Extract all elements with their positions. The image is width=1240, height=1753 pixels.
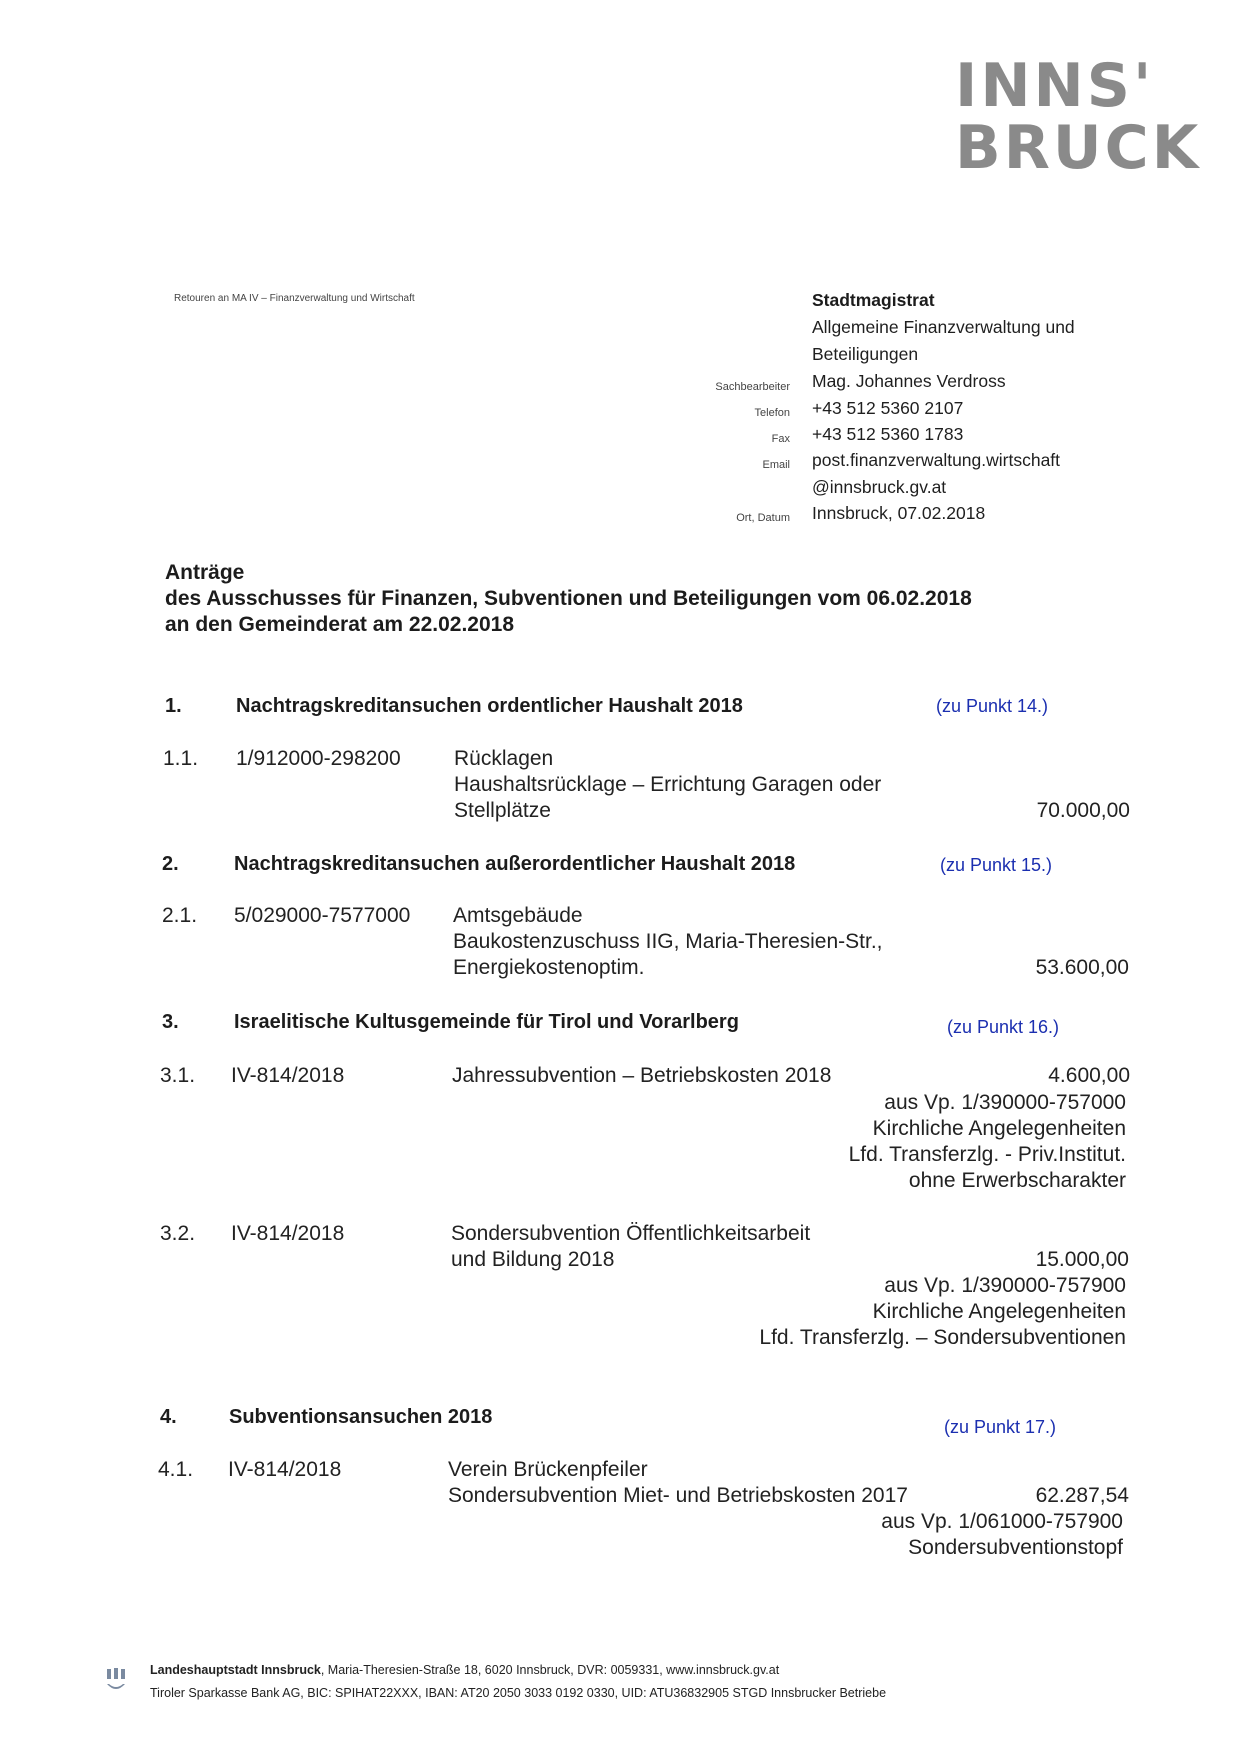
agenda-reference: (zu Punkt 17.) [944,1417,1057,1437]
budget-code: IV-814/2018 [231,1064,345,1087]
item-description-cont: Baukostenzuschuss IIG, Maria-Theresien-Str., [453,930,883,953]
item-description: Verein Brückenpfeiler [448,1458,648,1481]
return-address: Retouren an MA IV – Finanzverwaltung und Wirtschaft [174,293,415,304]
budget-item-category: Kirchliche Angelegenheiten [872,1117,1126,1140]
email-address-cont[interactable]: @innsbruck.gv.at [812,477,947,497]
budget-item-category: Sondersubventionstopf [908,1536,1123,1559]
budget-item-source: aus Vp. 1/061000-757900 [881,1510,1123,1533]
item-description-cont: und Bildung 2018 [451,1248,615,1271]
item-description: Amtsgebäude [453,904,583,927]
section-number: 2. [162,853,179,875]
sender-department: Allgemeine Finanzverwaltung und [812,317,1075,337]
sender-department-cont: Beteiligungen [812,344,919,364]
section-number: 1. [165,695,182,717]
city-coat-of-arms-icon [105,1666,127,1696]
phone-number: +43 512 5360 2107 [812,398,964,418]
agenda-reference: (zu Punkt 15.) [940,855,1053,875]
item-number: 3.1. [160,1064,196,1087]
footer-address [150,1663,779,1677]
footer-bank: Tiroler Sparkasse Bank AG, BIC: SPIHAT22XXX, IBAN: AT20 2050 3033 0192 0330, UID: ATU36832905 STGD Innsbrucker Betriebe [150,1686,887,1700]
footer-org: Landeshauptstadt Innsbruck [150,1663,321,1677]
item-number: 1.1. [163,747,199,770]
budget-code: IV-814/2018 [231,1222,345,1245]
email-address[interactable]: post.finanzverwaltung.wirtschaft [812,450,1061,470]
section-number: 4. [160,1406,177,1428]
budget-item-source: aus Vp. 1/390000-757000 [884,1091,1126,1114]
agenda-reference: (zu Punkt 14.) [936,696,1049,716]
footer-address-text: , Maria-Theresien-Straße 18, 6020 Innsbruck, DVR: 0059331, www.innsbruck.gv.at [320,1663,780,1677]
item-description: Rücklagen [454,747,554,770]
item-amount: 4.600,00 [1048,1064,1130,1087]
section-title: Israelitische Kultusgemeinde für Tirol und Vorarlberg [234,1011,739,1033]
item-description-cont: Energiekostenoptim. [453,956,645,979]
fax-number: +43 512 5360 1783 [812,424,964,444]
agenda-reference: (zu Punkt 16.) [947,1017,1060,1037]
phone-label: Telefon [754,407,790,419]
item-amount: 62.287,54 [1035,1484,1129,1507]
budget-item-source: aus Vp. 1/390000-757900 [884,1274,1126,1297]
item-description-cont: Sondersubvention Miet- und Betriebskosten 2017 [448,1484,908,1507]
item-description-cont: Haushaltsrücklage – Errichtung Garagen oder [454,773,882,796]
budget-item-type-cont: ohne Erwerbscharakter [908,1169,1126,1192]
budget-code: 5/029000-7577000 [234,904,411,927]
clerk-label: Sachbearbeiter [715,381,790,393]
budget-item-type: Lfd. Transferzlg. – Sondersubventionen [759,1326,1126,1349]
sender-office: Stadtmagistrat [812,290,935,310]
item-number: 3.2. [160,1222,196,1245]
item-description: Jahressubvention – Betriebskosten 2018 [452,1064,832,1087]
section-title: Subventionsansuchen 2018 [229,1406,493,1428]
item-amount: 53.600,00 [1035,956,1129,979]
section-title: Nachtragskreditansuchen außerordentlicher Haushalt 2018 [234,853,796,875]
budget-item-type: Lfd. Transferzlg. - Priv.Institut. [848,1143,1126,1166]
section-number: 3. [162,1011,179,1033]
fax-label: Fax [771,433,790,445]
email-label: Email [762,459,790,471]
item-number: 2.1. [162,904,198,927]
item-description: Sondersubvention Öffentlichkeitsarbeit [451,1222,811,1245]
item-number: 4.1. [158,1458,194,1481]
document-subject: Anträge des Ausschusses für Finanzen, Subventionen und Beteiligungen vom 06.02.2018 an den Gemeinderat am 22.02.2018 [165,561,972,636]
budget-code: IV-814/2018 [228,1458,342,1481]
budget-code: 1/912000-298200 [236,747,401,770]
clerk-name: Mag. Johannes Verdross [812,371,1006,391]
place-date-label: Ort, Datum [736,512,790,524]
section-title: Nachtragskreditansuchen ordentlicher Haushalt 2018 [236,695,743,717]
innsbruck-logo: INNS' BRUCK [955,51,1202,183]
item-amount: 70.000,00 [1036,799,1130,822]
item-amount: 15.000,00 [1035,1248,1129,1271]
place-date: Innsbruck, 07.02.2018 [812,503,986,523]
budget-item-category: Kirchliche Angelegenheiten [872,1300,1126,1323]
item-description-cont: Stellplätze [454,799,551,822]
